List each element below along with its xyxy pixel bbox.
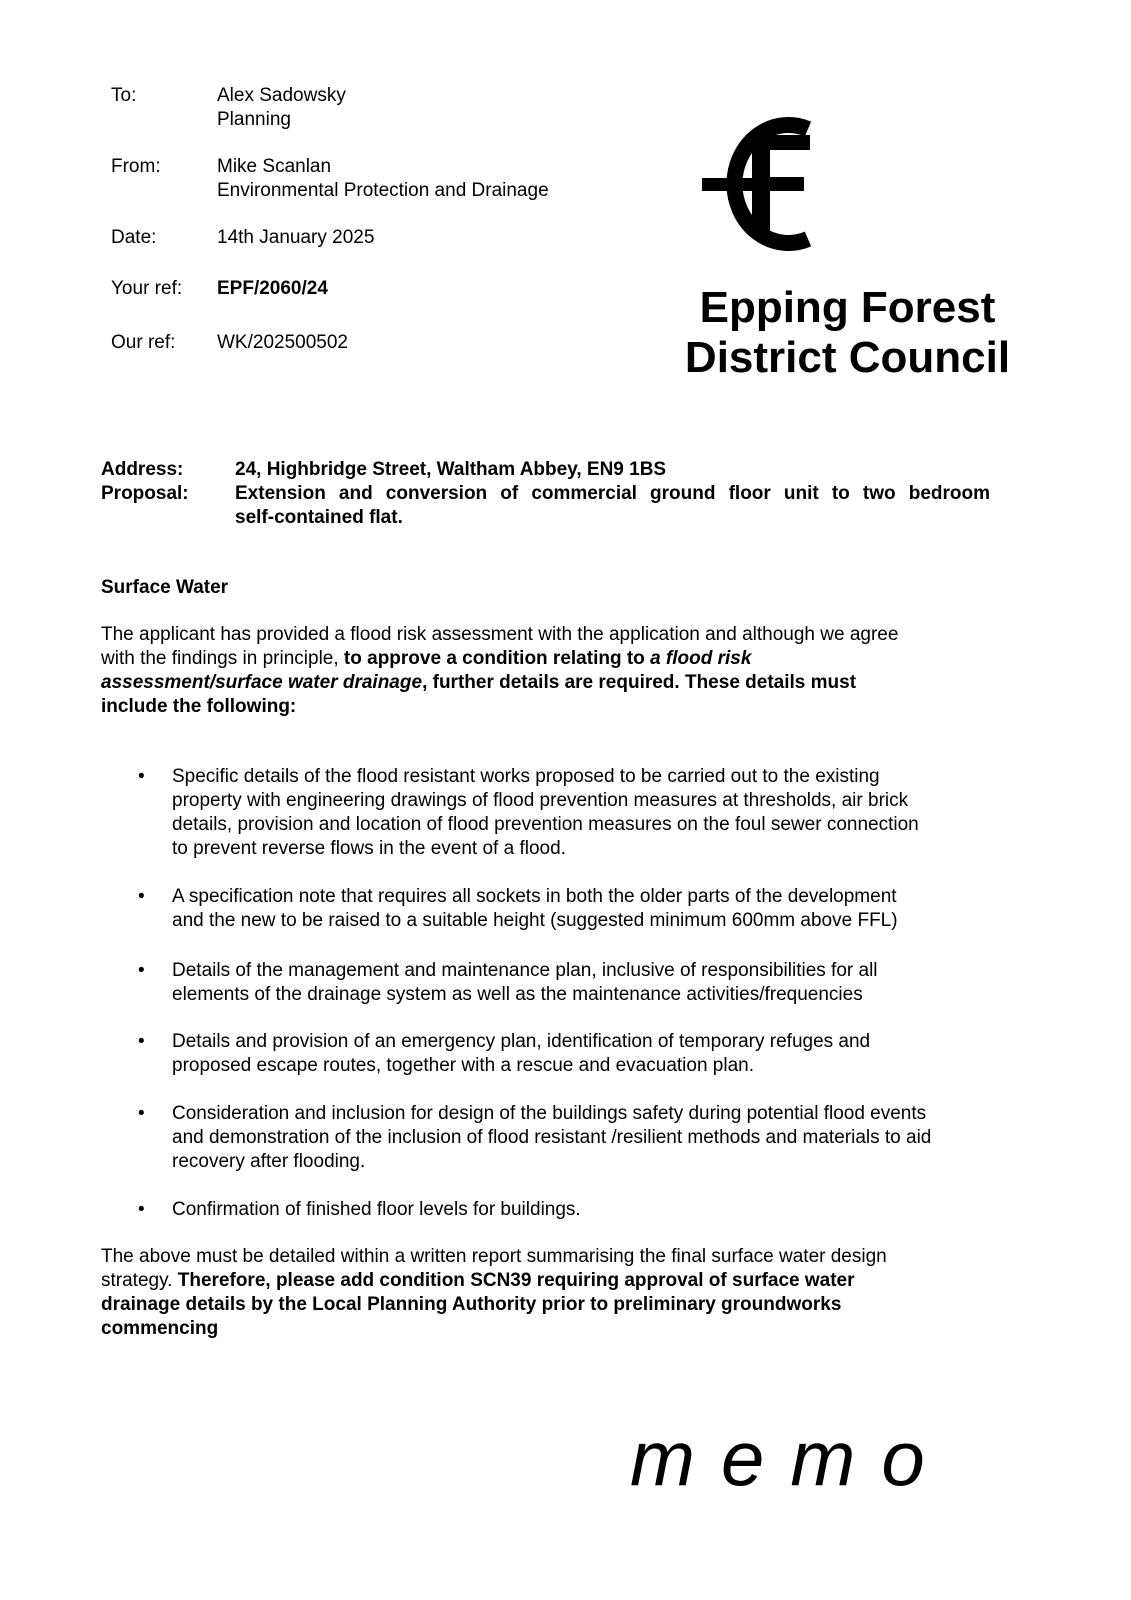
closing-line-3: drainage details by the Local Planning Authority prior to preliminary groundworks [101, 1294, 842, 1315]
bullet-text [172, 1198, 1022, 1222]
bullet-line: Details of the management and maintenance plan, inclusive of responsibilities for all [172, 960, 878, 981]
bullet-line: property with engineering drawings of flood prevention measures at thresholds, air brick [172, 790, 909, 811]
proposal-label: Proposal: [101, 483, 189, 504]
bullet-icon: • [138, 1031, 145, 1052]
our-ref-value: WK/202500502 [217, 332, 348, 353]
closing-line-2 [101, 1269, 1001, 1293]
from-department: Environmental Protection and Drainage [217, 180, 549, 201]
bullet-line: Confirmation of finished floor levels for buildings. [172, 1199, 581, 1220]
to-label: To: [111, 85, 137, 106]
date-value: 14th January 2025 [217, 227, 375, 248]
intro-line-3-bold-italic: assessment/surface water drainage [101, 672, 423, 693]
bullet-icon: • [138, 766, 145, 787]
bullet-line: Specific details of the flood resistant works proposed to be carried out to the existing [172, 766, 880, 787]
our-ref-label: Our ref: [111, 332, 176, 353]
section-title: Surface Water [101, 577, 229, 598]
address-value: 24, Highbridge Street, Waltham Abbey, EN9 1BS [235, 459, 667, 480]
memo-wordmark: memo [630, 1414, 951, 1502]
bullet-line: and the new to be raised to a suitable height (suggested minimum 600mm above FFL) [172, 910, 898, 931]
intro-line-3-bold: , further details are required. These details must [422, 672, 857, 693]
bullet-text [172, 885, 1022, 933]
closing-line-4: commencing [101, 1318, 219, 1339]
from-name: Mike Scanlan [217, 156, 332, 177]
intro-line-3 [101, 671, 1001, 695]
intro-line-2 [101, 647, 1001, 671]
intro-paragraph [101, 623, 1001, 719]
intro-line-1: The applicant has provided a flood risk assessment with the application and although we agree [101, 624, 899, 645]
from-label: From: [111, 156, 161, 177]
address-label: Address: [101, 459, 184, 480]
bullet-icon: • [138, 1103, 145, 1124]
bullet-line: and demonstration of the inclusion of flood resistant /resilient methods and materials to aid [172, 1127, 932, 1148]
intro-line-2-bold-italic: a flood risk [650, 648, 752, 669]
bullet-icon: • [138, 960, 145, 981]
bullet-text [172, 1030, 1022, 1078]
your-ref-value: EPF/2060/24 [217, 278, 328, 299]
bullet-line: elements of the drainage system as well as the maintenance activities/frequencies [172, 984, 863, 1005]
proposal-line-2: self-contained flat. [235, 507, 403, 528]
bullet-line: details, provision and location of flood prevention measures on the foul sewer connection [172, 814, 919, 835]
your-ref-label: Your ref: [111, 278, 183, 299]
closing-line-2-bold: Therefore, please add condition SCN39 requiring approval of surface water [177, 1270, 855, 1291]
closing-paragraph [101, 1245, 1001, 1341]
date-label: Date: [111, 227, 157, 248]
to-department: Planning [217, 109, 291, 130]
bullet-line: A specification note that requires all sockets in both the older parts of the development [172, 886, 897, 907]
closing-line-1: The above must be detailed within a written report summarising the final surface water design [101, 1246, 887, 1267]
bullet-icon: • [138, 1199, 145, 1220]
intro-line-2-bold: to approve a condition relating to [343, 648, 645, 669]
intro-line-2-plain: with the findings in principle, [101, 648, 339, 669]
bullet-line: Details and provision of an emergency plan, identification of temporary refuges and [172, 1031, 871, 1052]
to-name: Alex Sadowsky [217, 85, 346, 106]
bullet-text [172, 765, 1022, 861]
closing-line-2-plain: strategy. [101, 1270, 173, 1291]
bullet-text [172, 959, 1022, 1007]
proposal-line-1: Extension and conversion of commercial ground floor unit to two bedroom [235, 483, 990, 504]
organisation-name-line1: Epping Forest [699, 283, 996, 332]
bullet-line: to prevent reverse flows in the event of a flood. [172, 838, 566, 859]
intro-line-4: include the following: [101, 696, 297, 717]
bullet-line: proposed escape routes, together with a rescue and evacuation plan. [172, 1055, 754, 1076]
bullet-text [172, 1102, 1022, 1174]
council-logo-icon [700, 115, 815, 253]
organisation-name-line2: District Council [684, 333, 1011, 382]
bullet-line: Consideration and inclusion for design of the buildings safety during potential flood events [172, 1103, 927, 1124]
bullet-line: recovery after flooding. [172, 1151, 366, 1172]
bullet-icon: • [138, 886, 145, 907]
